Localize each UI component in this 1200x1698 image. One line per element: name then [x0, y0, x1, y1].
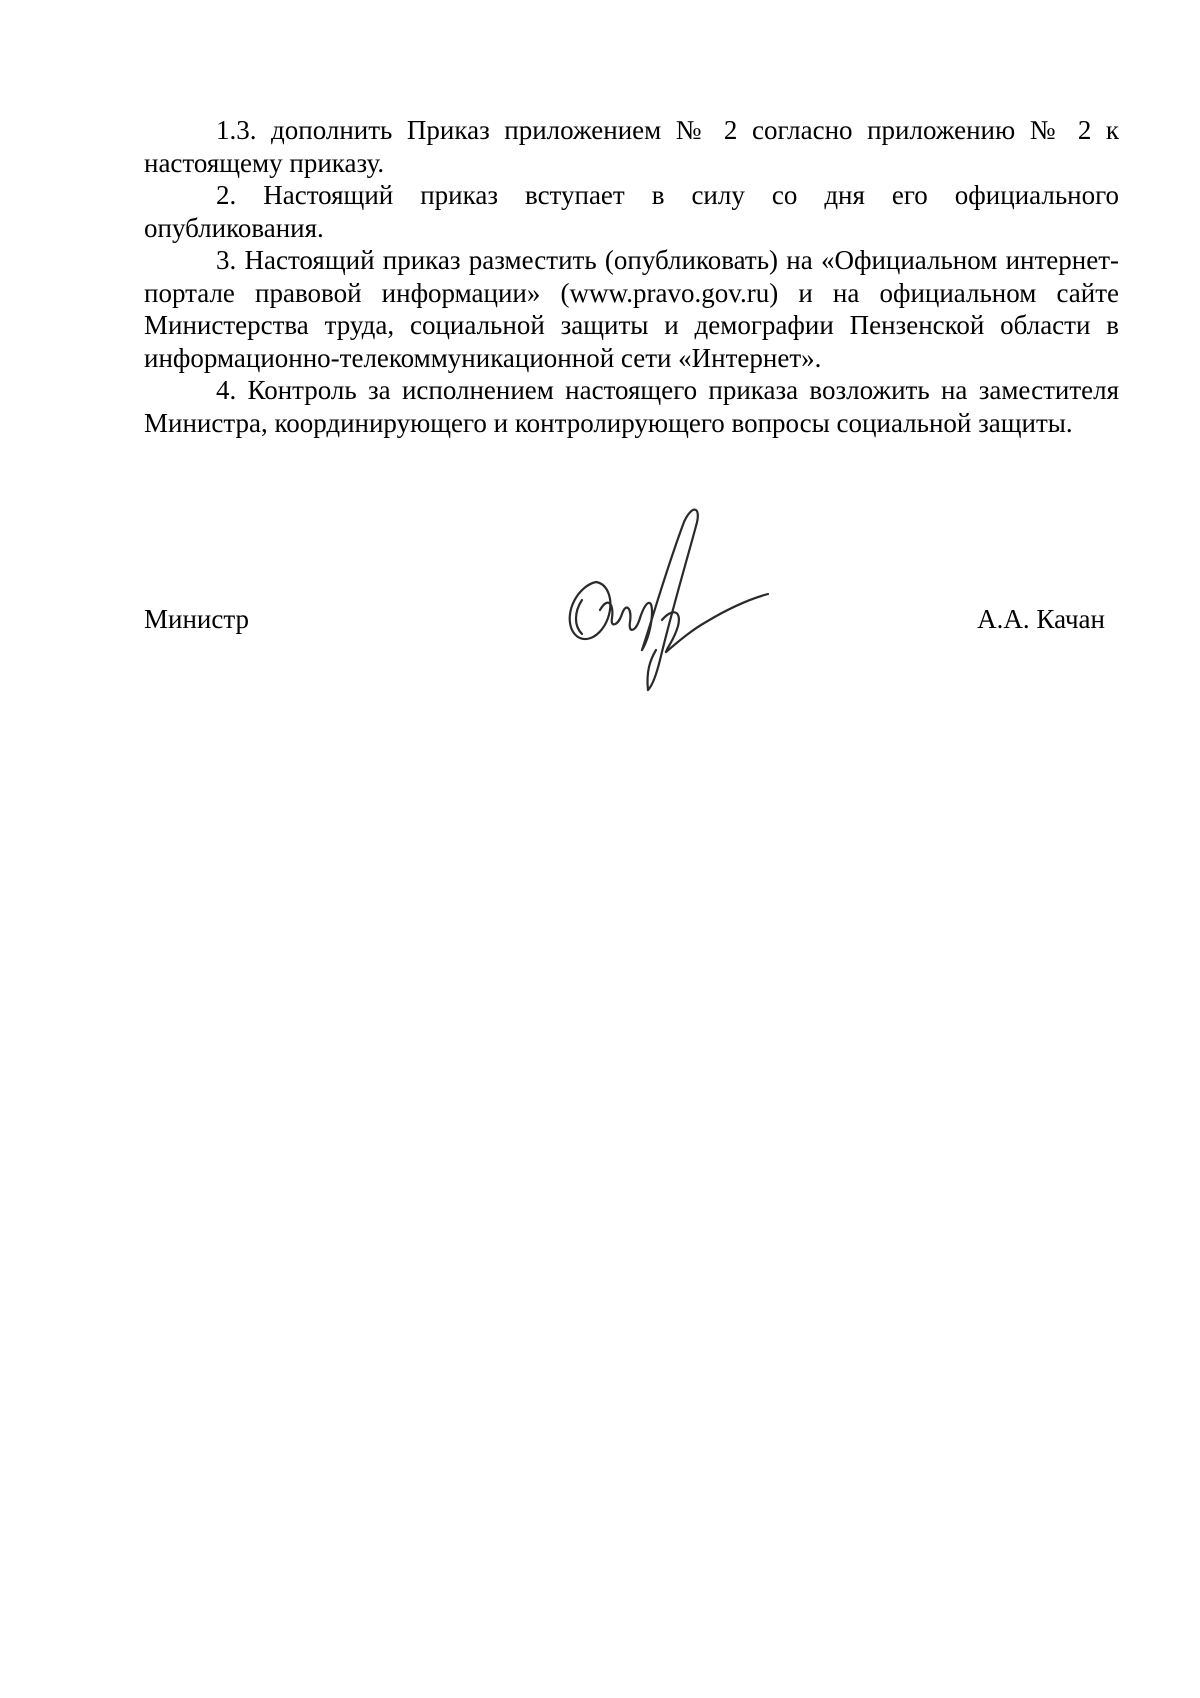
signatory-position: Министр [144, 604, 249, 634]
signatory-name: А.А. Качан [977, 604, 1105, 634]
signature-block [144, 500, 1119, 710]
paragraph-2: 2. Настоящий приказ вступает в силу со дня его официального опубликования. [144, 180, 1119, 243]
paragraph-3: 3. Настоящий приказ разместить (опубликовать) на «Официальном интернет-портале правовой информации» (www.pravo.gov.ru) и на официальном сайте Министерства труда, социальной защиты и демографии Пензенской области в информационно-телекоммуникационной сети «Интернет». [144, 245, 1119, 373]
handwritten-signature-icon [556, 500, 776, 700]
paragraph-4: 4. Контроль за исполнением настоящего приказа возложить на заместителя Министра, координирующего и контролирующего вопросы социальной защиты. [144, 375, 1119, 438]
document-body [144, 114, 1119, 439]
paragraph-1-3: 1.3. дополнить Приказ приложением № 2 согласно приложению № 2 к настоящему приказу. [144, 115, 1119, 178]
